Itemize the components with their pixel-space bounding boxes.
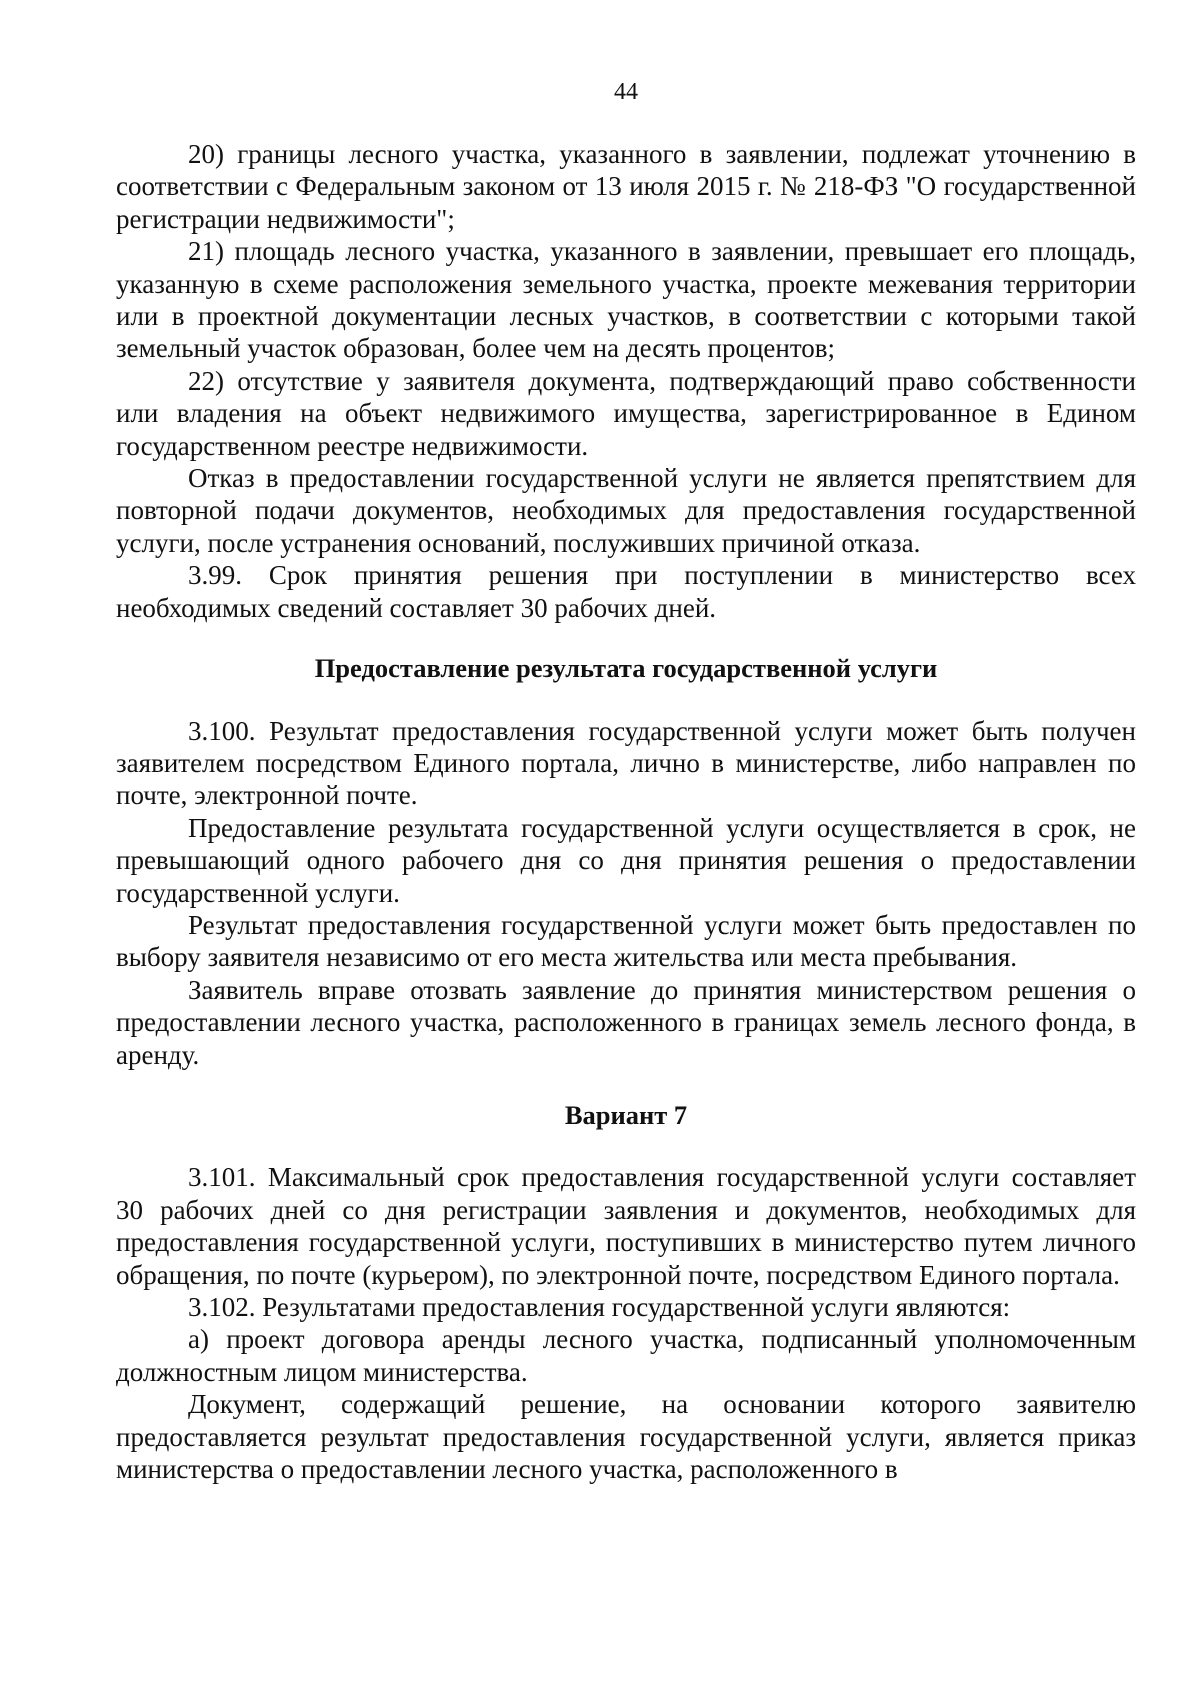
paragraph-3-102: 3.102. Результатами предоставления государственной услуги являются:	[188, 1292, 1011, 1322]
section-heading-result: Предоставление результата государственной услуги	[314, 653, 938, 684]
paragraph-withdraw: Заявитель вправе отозвать заявление до принятия министерством решения о предоставлении лесного участка, расположенного в границах земель лесного фонда, в аренду.	[116, 974, 1136, 1070]
paragraph-refusal: Отказ в предоставлении государственной услуги не является препятствием для повторной подачи документов, необходимых для предоставления государственной услуги, после устранения оснований, послуживших причиной отказа.	[116, 463, 1136, 558]
paragraph-item-a: а) проект договора аренды лесного участка, подписанный уполномоченным должностным лицом министерства.	[116, 1324, 1136, 1387]
section-heading-variant-7: Вариант 7	[564, 1099, 688, 1130]
paragraph-item-22: 22) отсутствие у заявителя документа, подтверждающий право собственности или владения на объект недвижимого имущества, зарегистрированное в Едином государственном реестре недвижимости.	[116, 365, 1136, 461]
paragraph-3-101: 3.101. Максимальный срок предоставления государственной услуги составляет 30 рабочих дней со дня регистрации заявления и документов, необходимых для предоставления государственной услуги, поступивших в министерство путем личного обращения, по почте (курьером), по электронной почте, посредством Единого портала.	[116, 1162, 1136, 1290]
page-content	[116, 138, 1136, 1485]
paragraph-result-choice: Результат предоставления государственной услуги может быть предоставлен по выбору заявителя независимо от его места жительства или места пребывания.	[116, 909, 1136, 973]
paragraph-3-100: 3.100. Результат предоставления государственной услуги может быть получен заявителем посредством Единого портала, лично в министерстве, либо направлен по почте, электронной почте.	[116, 715, 1136, 811]
page-number: 44	[614, 79, 638, 105]
paragraph-item-21: 21) площадь лесного участка, указанного в заявлении, превышает его площадь, указанную в схеме расположения земельного участка, проекте межевания территории или в проектной документации лесных участков, в соответствии с которыми такой земельный участок образован, более чем на десять процентов;	[116, 236, 1136, 364]
paragraph-3-99: 3.99. Срок принятия решения при поступлении в министерство всех необходимых сведений составляет 30 рабочих дней.	[116, 560, 1136, 623]
paragraph-result-term: Предоставление результата государственной услуги осуществляется в срок, не превышающий одного рабочего дня со дня принятия решения о предоставлении государственной услуги.	[116, 812, 1136, 908]
paragraph-document: Документ, содержащий решение, на основании которого заявителю предоставляется результат предоставления государственной услуги, является приказ министерства о предоставлении лесного участка, расположенного в	[116, 1389, 1136, 1485]
paragraph-item-20: 20) границы лесного участка, указанного в заявлении, подлежат уточнению в соответствии с Федеральным законом от 13 июля 2015 г. № 218-ФЗ "О государственной регистрации недвижимости";	[116, 139, 1136, 234]
